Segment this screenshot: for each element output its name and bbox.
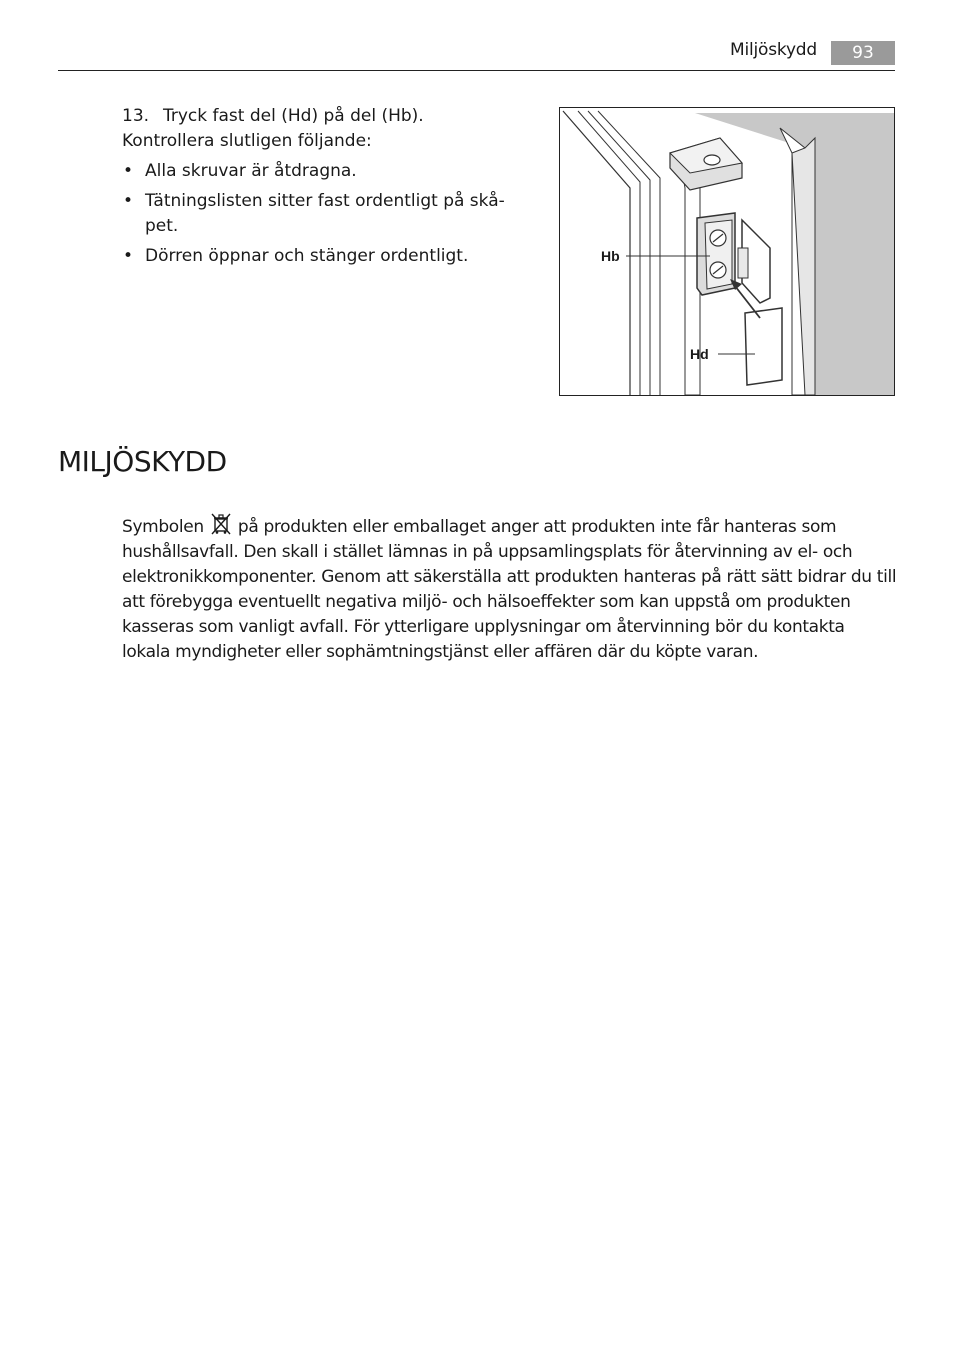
checklist-item: • Alla skruvar är åtdragna. <box>122 159 522 184</box>
clip-tab <box>738 248 748 278</box>
frame-line <box>563 111 630 395</box>
part-hd-shape <box>745 308 782 385</box>
instruction-step <box>122 104 522 154</box>
checklist <box>122 159 522 274</box>
label-hb: Hb <box>601 248 620 264</box>
header-divider <box>58 70 895 71</box>
step-followup: Kontrollera slutligen följande: <box>122 131 372 151</box>
section-heading: MILJÖSKYDD <box>58 445 227 478</box>
crossed-out-bin-icon <box>211 513 231 535</box>
step-number: 13. <box>122 106 150 126</box>
page-number-badge: 93 <box>831 41 895 65</box>
checklist-item: • Dörren öppnar och stänger ordentligt. <box>122 244 522 269</box>
running-header-title: Miljöskydd <box>730 40 817 60</box>
label-hd: Hd <box>690 346 709 362</box>
step-text: Tryck fast del (Hd) på del (Hb). <box>163 106 424 126</box>
paragraph-lead: Symbolen <box>122 517 204 537</box>
hinge-drawing <box>560 108 894 395</box>
hinge-hole <box>704 155 720 165</box>
environment-paragraph <box>122 513 897 665</box>
checklist-item: • Tätningslisten sitter fast ordentligt på skå-pet. <box>122 189 522 239</box>
hinge-illustration <box>559 107 895 396</box>
step-line <box>122 104 522 129</box>
paragraph-body: på produkten eller emballaget anger att produkten inte får hanteras som hushållsavfall. Den skall i stället lämnas in på uppsamlingsplats för återvinning av el- och elektronikkomponenter. Genom att säkerställa att produkten hanteras på rätt sätt bidrar du till att förebygga eventuellt negativa miljö- och hälsoeffekter som kan uppstå om produkten kasseras som vanligt avfall. För ytterligare upplysningar om återvinning bör du kontakta lokala myndigheter eller sophämtningstjänst eller affären där du köpte varan. <box>122 517 897 662</box>
